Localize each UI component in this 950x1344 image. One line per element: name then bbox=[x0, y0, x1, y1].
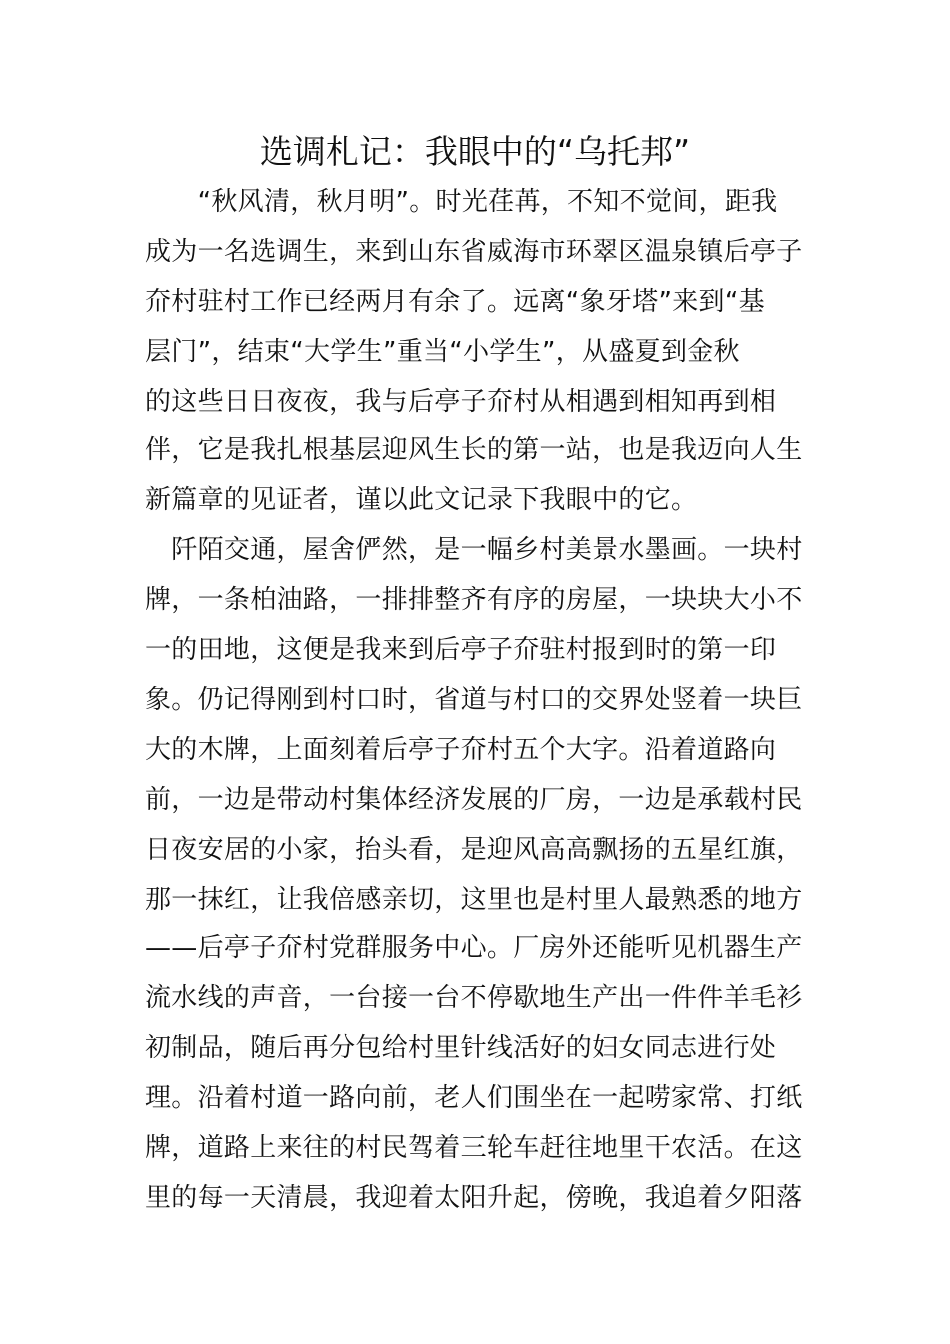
paragraph-2-line-11: 初制品，随后再分包给村里针线活好的妇女同志进行处 bbox=[145, 1033, 777, 1063]
paragraph-2-line-2: 牌，一条柏油路，一排排整齐有序的房屋，一块块大小不 bbox=[145, 585, 803, 615]
paragraph-2-line-8: 那一抹红，让我倍感亲切，这里也是村里人最熟悉的地方 bbox=[145, 885, 803, 915]
paragraph-1-line-6: 伴，它是我扎根基层迎风生长的第一站，也是我迈向人生 bbox=[145, 435, 803, 465]
paragraph-2-line-5: 大的木牌，上面刻着后亭子夼村五个大字。沿着道路向 bbox=[145, 735, 777, 765]
document-title: 选调札记：我眼中的“乌托邦” bbox=[259, 132, 691, 171]
paragraph-1-line-4: 层门”，结束“大学生”重当“小学生”，从盛夏到金秋 bbox=[145, 337, 740, 367]
paragraph-2-line-10: 流水线的声音，一台接一台不停歇地生产出一件件羊毛衫 bbox=[145, 983, 803, 1013]
paragraph-2-line-1: 阡陌交通，屋舍俨然，是一幅乡村美景水墨画。一块村 bbox=[145, 535, 803, 565]
paragraph-2-line-12: 理。沿着村道一路向前，老人们围坐在一起唠家常、打纸 bbox=[145, 1083, 803, 1113]
paragraph-1-line-3: 夼村驻村工作已经两月有余了。远离“象牙塔”来到“基 bbox=[145, 287, 765, 317]
paragraph-2-line-3: 一的田地，这便是我来到后亭子夼驻村报到时的第一印 bbox=[145, 635, 777, 665]
paragraph-2-line-7: 日夜安居的小家，抬头看，是迎风高高飘扬的五星红旗， bbox=[145, 835, 803, 865]
paragraph-2-line-6: 前，一边是带动村集体经济发展的厂房，一边是承载村民 bbox=[145, 785, 803, 815]
paragraph-1-line-1: “秋风清，秋月明”。时光荏苒，不知不觉间，距我 bbox=[145, 187, 778, 217]
paragraph-2-line-14: 里的每一天清晨，我迎着太阳升起，傍晚，我追着夕阳落 bbox=[145, 1183, 803, 1213]
paragraph-1-line-7: 新篇章的见证者，谨以此文记录下我眼中的它。 bbox=[145, 485, 698, 515]
paragraph-2-line-4: 象。仍记得刚到村口时，省道与村口的交界处竖着一块巨 bbox=[145, 685, 803, 715]
paragraph-2-line-9: ——后亭子夼村党群服务中心。厂房外还能听见机器生产 bbox=[145, 933, 803, 963]
paragraph-1-line-2: 成为一名选调生，来到山东省威海市环翠区温泉镇后亭子 bbox=[145, 237, 803, 267]
paragraph-1-line-5: 的这些日日夜夜，我与后亭子夼村从相遇到相知再到相 bbox=[145, 387, 777, 417]
paragraph-2-line-13: 牌，道路上来往的村民驾着三轮车赶往地里干农活。在这 bbox=[145, 1133, 803, 1163]
